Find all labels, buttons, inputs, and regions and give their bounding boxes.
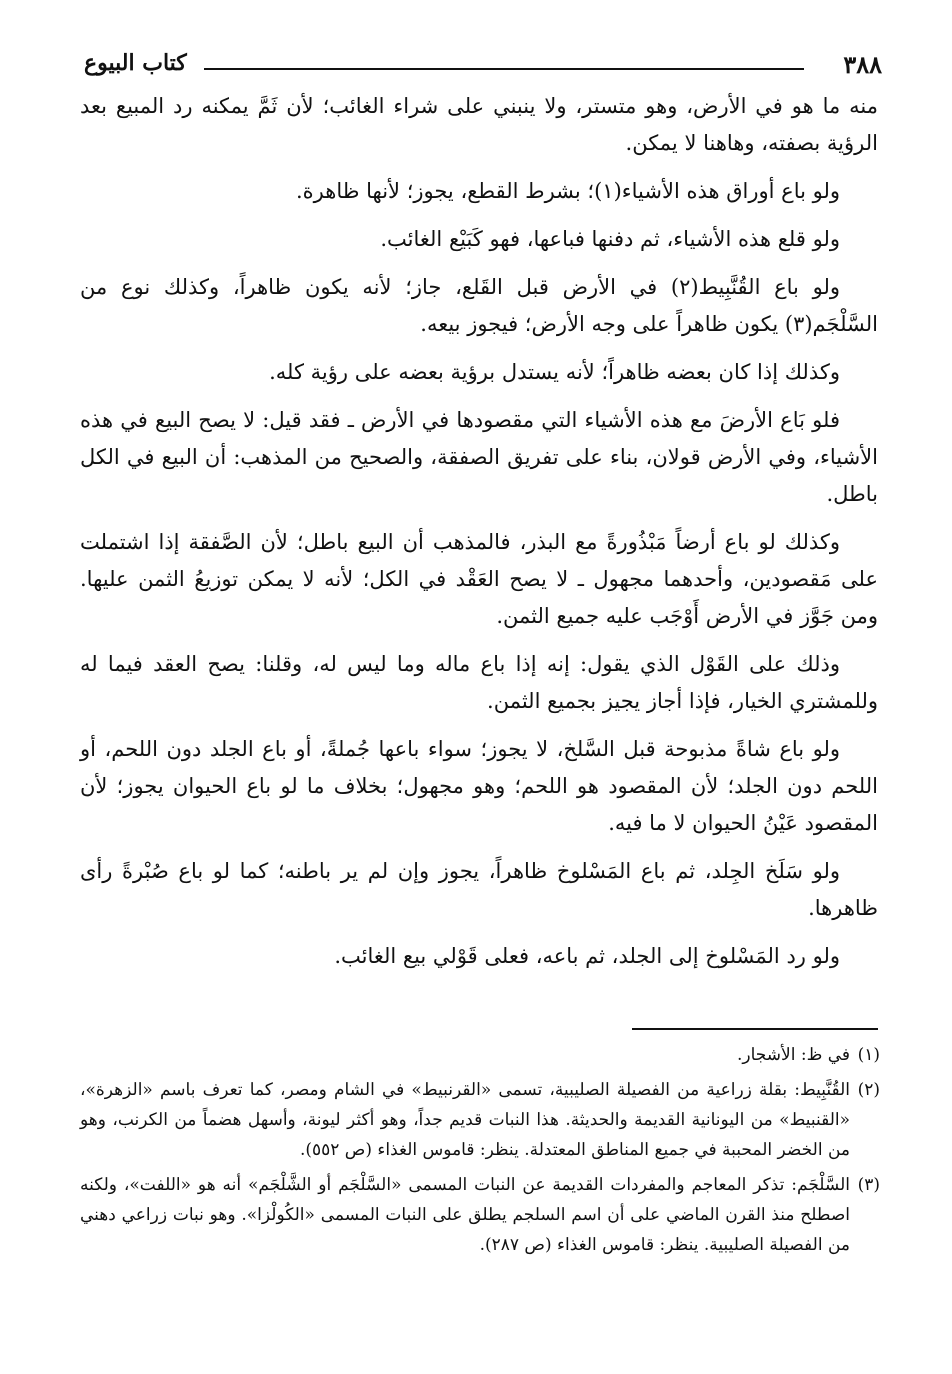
footnote-separator (632, 1028, 878, 1030)
paragraph: ولو باع القُنَّبِيط(٢) في الأرض قبل القَلع، جاز؛ لأنه يكون ظاهراً، وكذلك نوع من السَّلْجَم(٣) يكون ظاهراً على وجه الأرض؛ فيجوز بيعه. (80, 275, 878, 336)
paragraph: وكذلك إذا كان بعضه ظاهراً؛ لأنه يستدل برؤية بعضه على رؤية كله. (269, 360, 840, 384)
running-title: كتاب البيوع (84, 50, 187, 76)
paragraph: وذلك على القَوْل الذي يقول: إنه إذا باع ماله وما ليس له، وقلنا: يصح العقد فيما له وللمشتري الخيار، فإذا أجاز يجيز بجميع الثمن. (80, 652, 878, 713)
footnote-text: السَّلْجَم: تذكر المعاجم والمفردات القديمة عن النبات المسمى «السَّلْجَم أو الشَّلْجَم» أنه هو «اللفت»، ولكنه اصطلح منذ القرن الماضي على أن اسم السلجم يطلق على النبات المسمى «الكُولْزا». وهو نبات زراعي دهني من الفصيلة الصليبية. ينظر: قاموس الغذاء (ص ٢٨٧). (80, 1175, 850, 1255)
footnotes (80, 1040, 880, 1265)
paragraph: ولو قلع هذه الأشياء، ثم دفنها فباعها، فهو كَبَيْع الغائب. (380, 227, 840, 251)
footnote (80, 1040, 880, 1070)
footnote (80, 1075, 880, 1165)
footnote-number: (٣) (857, 1175, 880, 1195)
paragraph: ولو رد المَسْلوخ إلى الجلد، ثم باعه، فعلى قَوْلي بيع الغائب. (334, 944, 840, 968)
footnote-number: (٢) (857, 1080, 880, 1100)
footnote-text: في ظ: الأشجار. (737, 1045, 850, 1065)
paragraph: منه ما هو في الأرض، وهو متستر، ولا ينبني على شراء الغائب؛ لأن ثَمَّ يمكنه رد المبيع بعد الرؤية بصفته، وهاهنا لا يمكن. (80, 94, 878, 155)
footnote-text: القُنَّبِيط: بقلة زراعية من الفصيلة الصليبية، تسمى «القرنبيط» في الشام ومصر، كما تعرف باسم «الزهرة»، «القنبيط» من اليونانية القديمة والحديثة. هذا النبات قديم جداً، وهو أكثر ليونة، وأسهل هضماً من الكرنب، وهو من الخضر المحببة في جميع المناطق المعتدلة. ينظر: قاموس الغذاء (ص ٥٥٢). (80, 1080, 850, 1160)
page-header (84, 48, 882, 84)
paragraph: ولو باع أوراق هذه الأشياء(١)؛ بشرط القطع، يجوز؛ لأنها ظاهرة. (296, 179, 840, 203)
paragraph: فلو بَاع الأرضَ مع هذه الأشياء التي مقصودها في الأرض ـ فقد قيل: لا يصح البيع في هذه الأشياء، وفي الأرض قولان، بناء على تفريق الصفقة، والصحيح من المذهب: أن البيع في الكل باطل. (80, 408, 878, 506)
paragraph: ولو سَلَخ الجِلد، ثم باع المَسْلوخ ظاهراً، يجوز وإن لم ير باطنه؛ كما لو باع صُبْرةً رأى ظاهرها. (80, 859, 878, 920)
paragraph: ولو باع شاةً مذبوحة قبل السَّلخ، لا يجوز؛ سواء باعها جُملةً، أو باع الجلد دون اللحم، أو اللحم دون الجلد؛ لأن المقصود هو اللحم؛ وهو مجهول؛ بخلاف ما لو باع الحيوان يجوز؛ لأن المقصود عَيْنُ الحيوان لا ما فيه. (80, 737, 878, 835)
header-rule (204, 68, 804, 70)
page-number: ٣٨٨ (843, 50, 882, 79)
paragraph: وكذلك لو باع أرضاً مَبْذُورةً مع البذر، فالمذهب أن البيع باطل؛ لأن الصَّفقة إذا اشتملت على مَقصودين، وأحدهما مجهول ـ لا يصح العَقْد في الكل؛ لأنه لا يمكن توزيعُ الثمن عليها. ومن جَوَّز في الأرض أَوْجَب عليه جميع الثمن. (80, 530, 878, 628)
footnote (80, 1170, 880, 1260)
main-text (80, 88, 878, 986)
footnote-number: (١) (857, 1045, 880, 1065)
